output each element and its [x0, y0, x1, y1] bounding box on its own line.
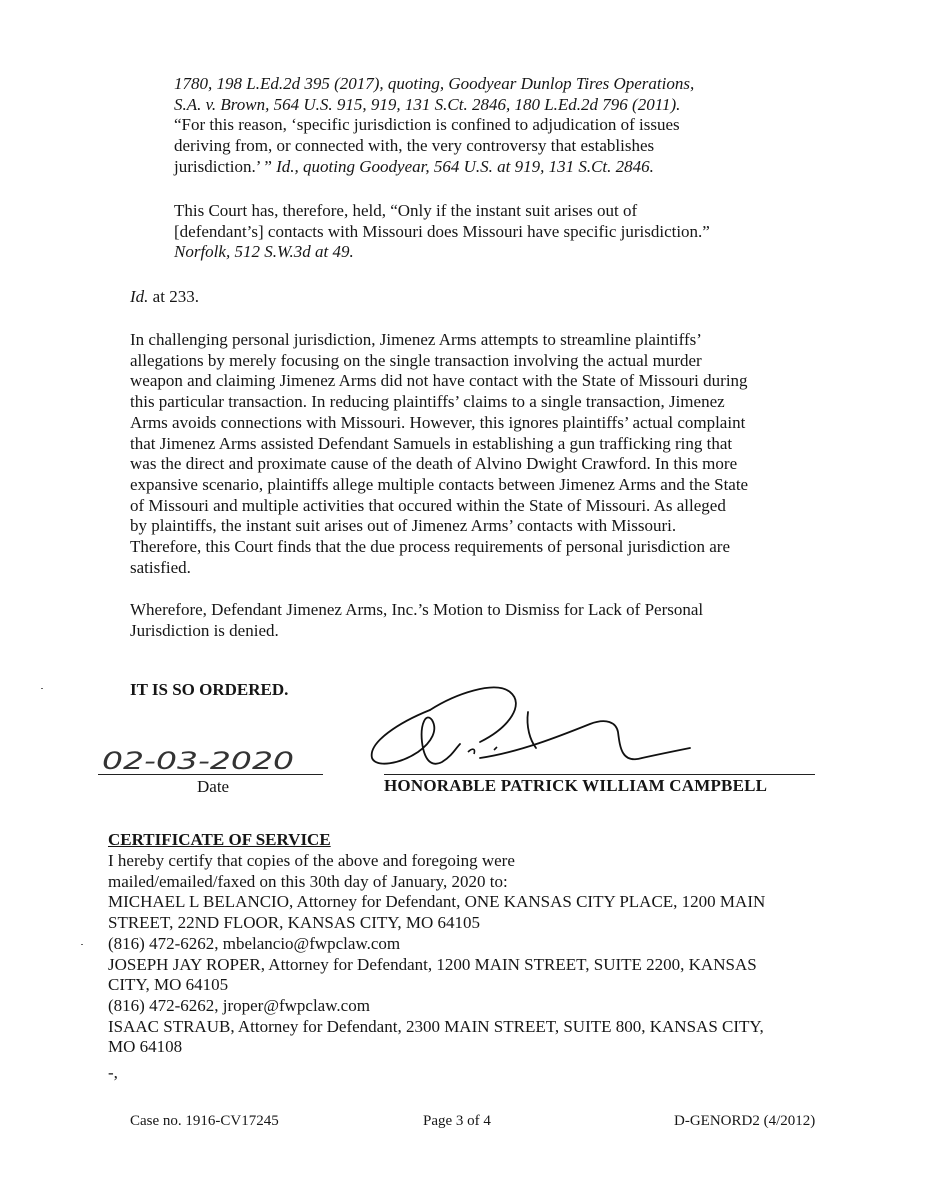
quote2-citation: Norfolk, 512 S.W.3d at 49. [174, 242, 354, 262]
certificate-line: I hereby certify that copies of the above and foregoing were [108, 851, 515, 870]
quote1-line: deriving from, or connected with, the very controversy that establishes [174, 136, 655, 156]
quote1-last-italic: Id., quoting Goodyear, 564 U.S. at 919, 131 S.Ct. 2846. [276, 156, 654, 176]
paragraph-line: satisfied. [130, 557, 191, 577]
certificate-body [108, 851, 828, 1058]
id-citation [130, 287, 199, 308]
paragraph-line: this particular transaction. In reducing plaintiffs’ claims to a single transaction, Jimenez [130, 392, 725, 412]
paragraph-line: that Jimenez Arms assisted Defendant Samuels in establishing a gun trafficking ring that [130, 433, 733, 453]
date-label: Date [197, 777, 230, 796]
ruling-line: Jurisdiction is denied. [130, 620, 279, 640]
paragraph-line: expansive scenario, plaintiffs allege multiple contacts between Jimenez Arms and the State [130, 474, 749, 494]
paragraph-line: by plaintiffs, the instant suit arises out of Jimenez Arms’ contacts with Missouri. [130, 516, 677, 536]
certificate-line: STREET, 22ND FLOOR, KANSAS CITY, MO 64105 [108, 913, 480, 933]
handwritten-date-text: 02-03-2020 [102, 747, 294, 774]
ruling-paragraph [130, 600, 830, 641]
id-citation-italic: Id. [130, 287, 149, 306]
certificate-line: JOSEPH JAY ROPER, Attorney for Defendant, 1200 MAIN STREET, SUITE 2200, KANSAS [108, 954, 757, 974]
quote-block-2 [174, 201, 794, 263]
quote2-line: This Court has, therefore, held, “Only if the instant suit arises out of [174, 201, 638, 220]
paragraph-line: Arms avoids connections with Missouri. However, this ignores plaintiffs’ actual complaint [130, 412, 746, 432]
certificate-line: (816) 472-6262, mbelancio@fwpclaw.com [108, 933, 401, 953]
quote2-line: [defendant’s] contacts with Missouri does Missouri have specific jurisdiction.” [174, 221, 710, 241]
footer-form-id: D-GENORD2 (4/2012) [674, 1113, 816, 1129]
it-is-so-ordered: IT IS SO ORDERED. [130, 680, 289, 699]
quote1-line: “For this reason, ‘specific jurisdiction is confined to adjudication of issues [174, 115, 680, 135]
quote1-line: S.A. v. Brown, 564 U.S. 915, 919, 131 S.Ct. 2846, 180 L.Ed.2d 796 (2011). [174, 94, 681, 114]
paragraph-line: of Missouri and multiple activities that occured within the State of Missouri. As alleged [130, 495, 726, 515]
handwritten-date [100, 744, 325, 774]
id-citation-plain: at 233. [148, 287, 199, 306]
ruling-line: Wherefore, Defendant Jimenez Arms, Inc.’s Motion to Dismiss for Lack of Personal [130, 600, 704, 619]
analysis-paragraph [130, 330, 830, 578]
quote-block-1 [174, 74, 794, 178]
certificate-title: CERTIFICATE OF SERVICE [108, 830, 331, 849]
certificate-line: MO 64108 [108, 1037, 183, 1057]
certificate-line: (816) 472-6262, jroper@fwpclaw.com [108, 995, 370, 1015]
date-underline [98, 774, 323, 775]
paragraph-line: weapon and claiming Jimenez Arms did not have contact with the State of Missouri during [130, 371, 748, 391]
quote1-last-plain: jurisdiction.’ ” [174, 156, 277, 176]
footer-page-number: Page 3 of 4 [423, 1113, 491, 1129]
scan-speck [41, 688, 43, 689]
paragraph-line: was the direct and proximate cause of the death of Alvino Dwight Crawford. In this more [130, 454, 738, 474]
quote1-last-line [174, 157, 794, 178]
certificate-line: CITY, MO 64105 [108, 975, 229, 995]
footer-case-number: Case no. 1916-CV17245 [130, 1113, 279, 1129]
paragraph-line: Therefore, this Court finds that the due process requirements of personal jurisdiction are [130, 537, 731, 557]
quote1-line: 1780, 198 L.Ed.2d 395 (2017), quoting, Goodyear Dunlop Tires Operations, [174, 74, 695, 93]
judge-name: HONORABLE PATRICK WILLIAM CAMPBELL [384, 776, 768, 795]
certificate-line: MICHAEL L BELANCIO, Attorney for Defendant, ONE KANSAS CITY PLACE, 1200 MAIN [108, 892, 766, 912]
scan-speck [81, 944, 83, 945]
certificate-line: mailed/emailed/faxed on this 30th day of January, 2020 to: [108, 871, 508, 891]
paragraph-line: In challenging personal jurisdiction, Jimenez Arms attempts to streamline plaintiffs’ [130, 330, 702, 349]
paragraph-line: allegations by merely focusing on the single transaction involving the actual murder [130, 350, 702, 370]
certificate-line: ISAAC STRAUB, Attorney for Defendant, 2300 MAIN STREET, SUITE 800, KANSAS CITY, [108, 1016, 764, 1036]
stray-mark: -, [108, 1063, 118, 1082]
signature-line [384, 774, 815, 775]
